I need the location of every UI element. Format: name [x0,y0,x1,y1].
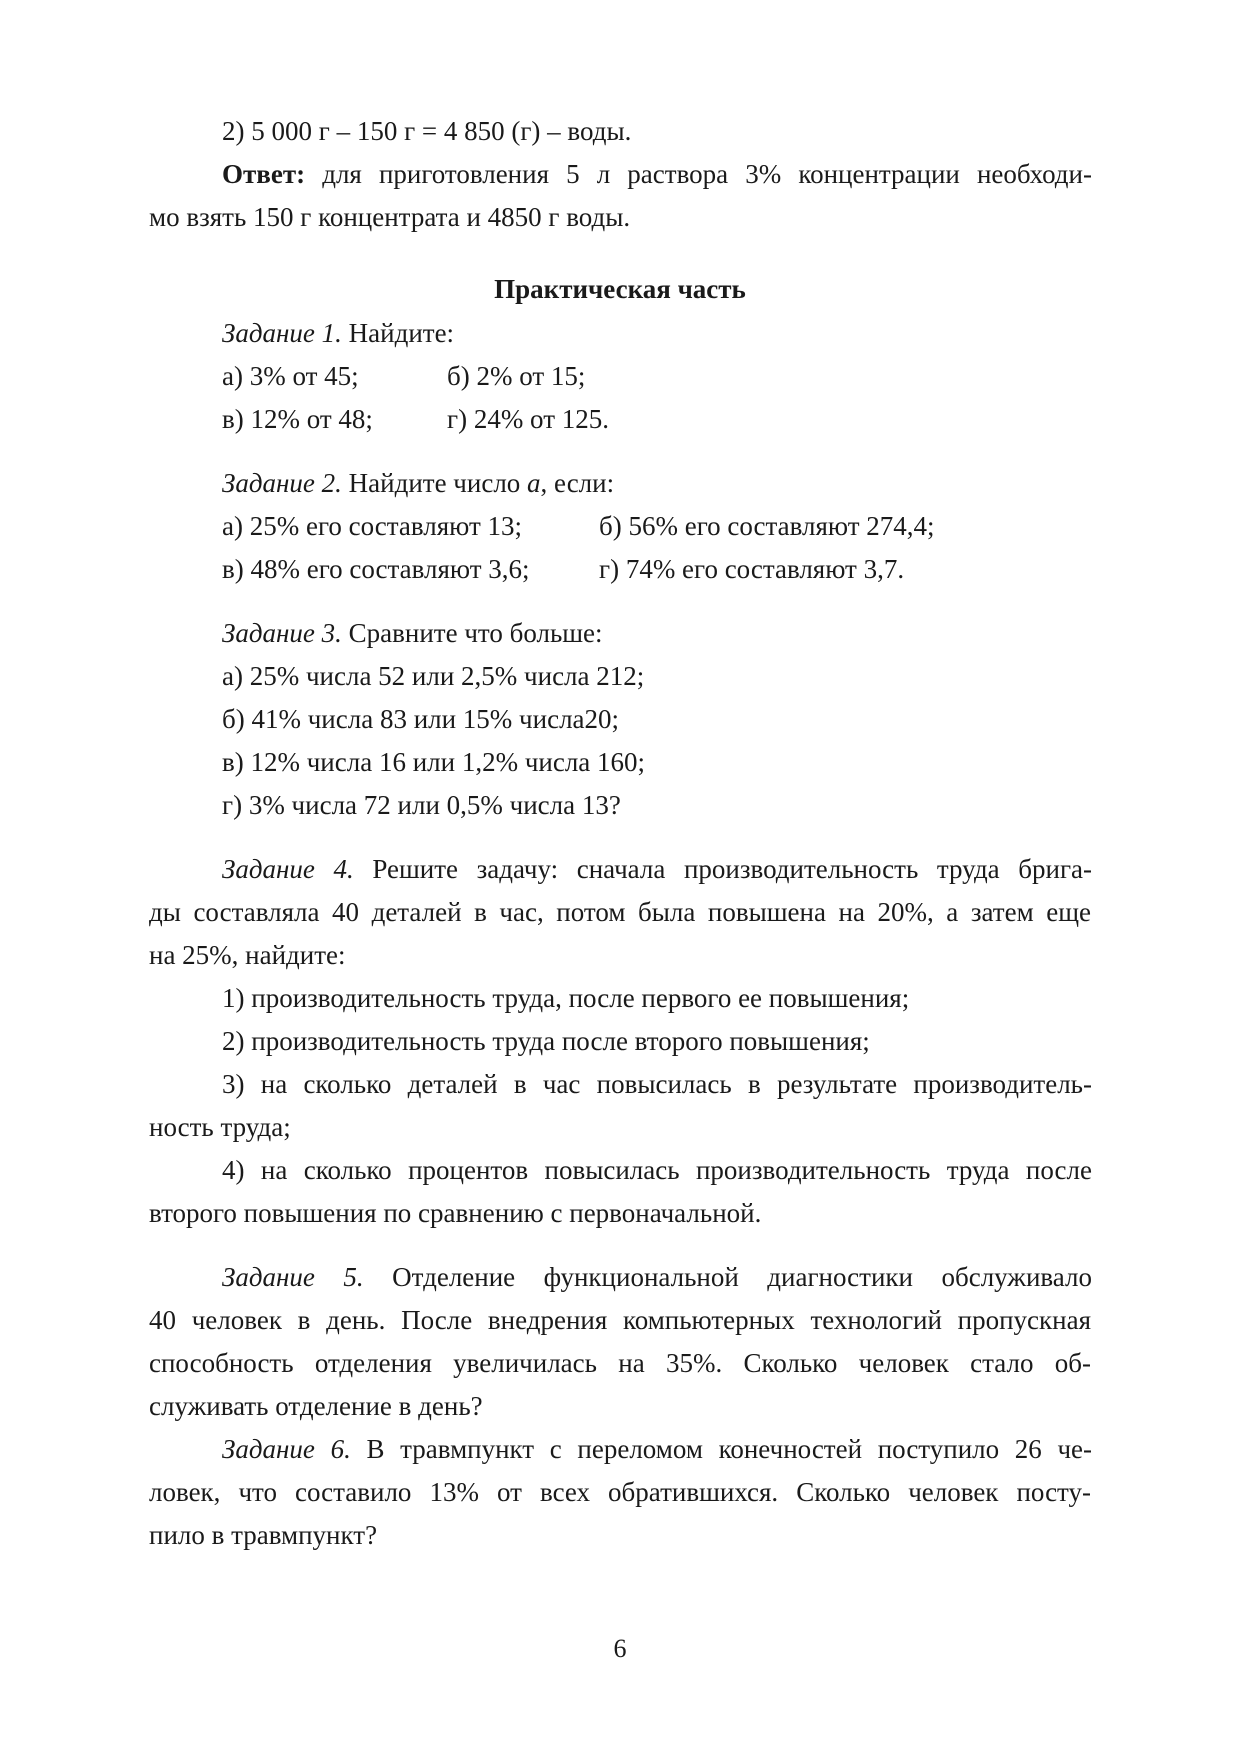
task2-item-d: г) 74% его составляют 3,7. [599,554,905,584]
answer-text-1: для приготовления 5 л раствора 3% концентрации необходи- [305,159,1092,189]
task4-item-4-line-1: 4) на сколько процентов повысилась производительность труда после [222,1155,1092,1185]
answer-label: Ответ: [222,159,306,189]
task4-line-2: ды составляла 40 деталей в час, потом была повышена на 20%, а затем еще [149,897,1091,927]
task6-line-2: ловек, что составило 13% от всех обратившихся. Сколько человек посту- [149,1477,1091,1507]
solution-step-2: 2) 5 000 г – 150 г = 4 850 (г) – воды. [222,116,632,146]
task1-item-b: б) 2% от 15; [447,361,586,391]
task4-item-2: 2) производительность труда после второго повышения; [222,1026,870,1056]
task3-item-b: б) 41% числа 83 или 15% числа20; [222,704,620,734]
answer-line-2: мо взять 150 г концентрата и 4850 г воды. [149,202,631,232]
task1-text: Найдите: [341,318,455,348]
task4-item-4-line-2: второго повышения по сравнению с первоначальной. [149,1198,762,1228]
task4-label: Задание 4. [222,854,354,884]
task3-item-c: в) 12% числа 16 или 1,2% числа 160; [222,747,646,777]
task6-line-1 [222,1432,1092,1466]
task3-item-a: а) 25% числа 52 или 2,5% числа 212; [222,661,645,691]
task1-item-c: в) 12% от 48; [222,404,373,434]
task4-item-3-line-1: 3) на сколько деталей в час повысилась в результате производитель- [222,1069,1092,1099]
section-title: Практическая часть [494,274,746,304]
task2-text-after: , если: [540,468,615,498]
page-number: 6 [613,1634,627,1663]
task2-variable: а [527,468,541,498]
task1-item-d: г) 24% от 125. [447,404,609,434]
task2-row2 [222,552,905,586]
answer-line-1 [222,157,1092,191]
task2-item-c: в) 48% его составляют 3,6; [222,554,530,584]
task3-label: Задание 3. [222,618,342,648]
task2-text-before: Найдите число [341,468,528,498]
task3-heading [222,616,603,650]
task6-text-1: В травмпункт с переломом конечностей поступило 26 че- [350,1434,1093,1464]
task4-text-1: Решите задачу: сначала производительность труда брига- [353,854,1092,884]
task5-text-1: Отделение функциональной диагностики обслуживало [363,1262,1092,1292]
task5-label: Задание 5. [222,1262,364,1292]
task6-label: Задание 6. [222,1434,351,1464]
task4-line-3: на 25%, найдите: [149,940,346,970]
task5-line-4: служивать отделение в день? [149,1391,483,1421]
task1-item-a: а) 3% от 45; [222,361,359,391]
task5-line-1 [222,1260,1092,1294]
task1-heading [222,316,454,350]
task5-line-2: 40 человек в день. После внедрения компьютерных технологий пропускная [149,1305,1091,1335]
task5-line-3: способность отделения увеличилась на 35%. Сколько человек стало об- [149,1348,1091,1378]
task1-row1 [222,359,586,393]
task3-text: Сравните что больше: [341,618,603,648]
task3-item-d: г) 3% числа 72 или 0,5% числа 13? [222,790,621,820]
task6-line-3: пило в травмпункт? [149,1520,378,1550]
task2-heading [222,466,614,500]
task4-line-1 [222,852,1092,886]
task2-item-b: б) 56% его составляют 274,4; [599,511,935,541]
task4-item-3-line-2: ность труда; [149,1112,291,1142]
task2-row1 [222,509,935,543]
task1-label: Задание 1. [222,318,342,348]
task4-item-1: 1) производительность труда, после первого ее повышения; [222,983,910,1013]
task2-label: Задание 2. [222,468,342,498]
task2-item-a: а) 25% его составляют 13; [222,511,523,541]
task1-row2 [222,402,609,436]
